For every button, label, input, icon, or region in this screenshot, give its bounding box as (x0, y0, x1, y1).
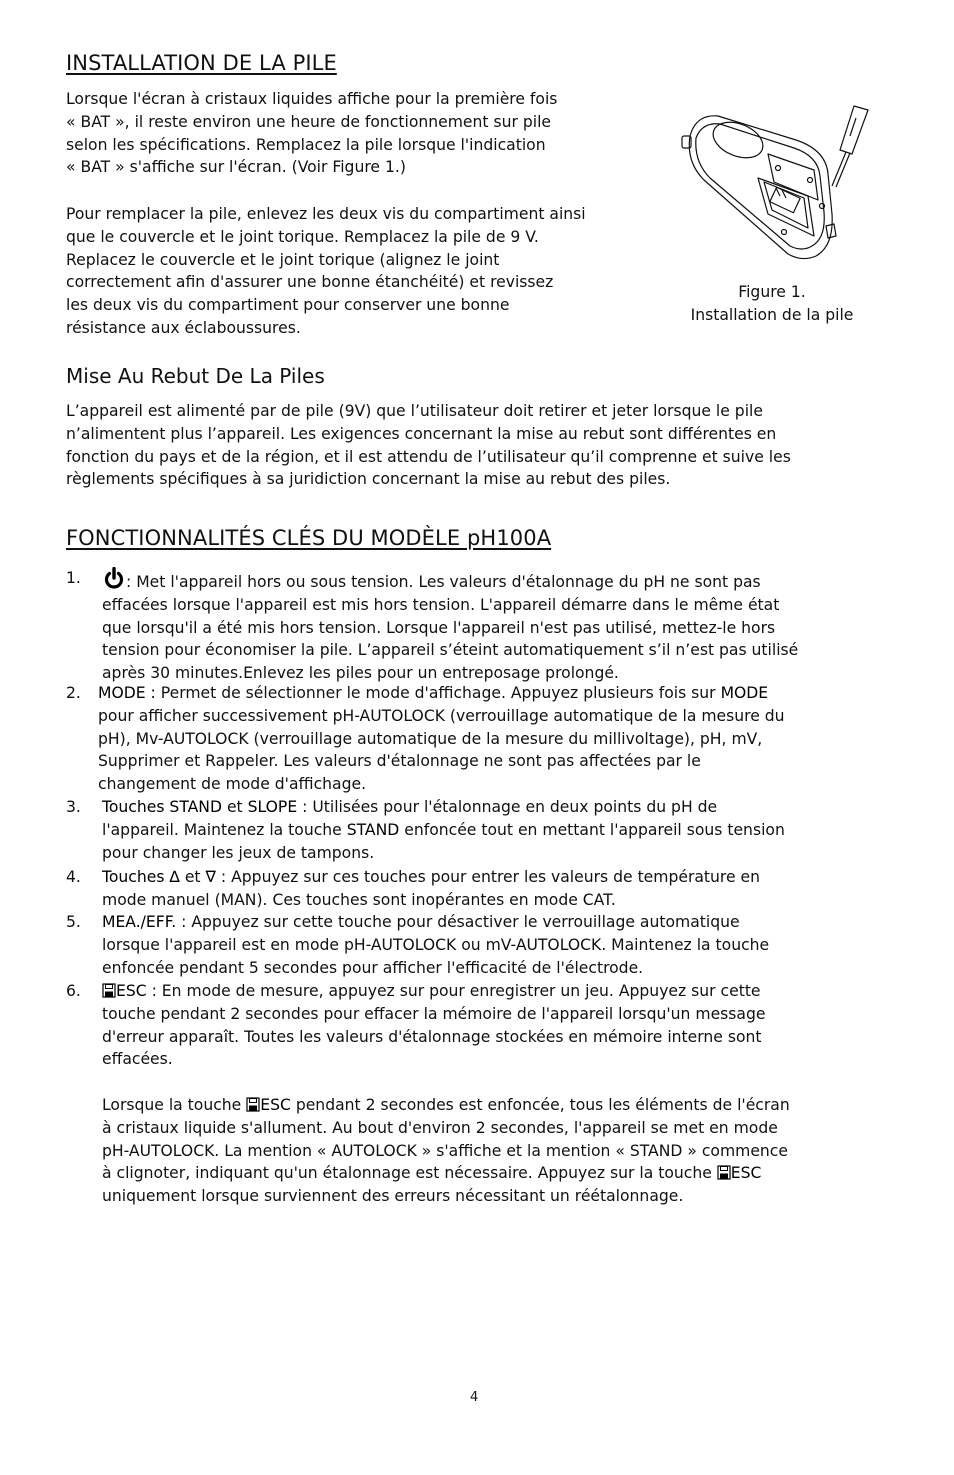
item-number: 5. (66, 913, 81, 931)
save-icon (246, 1097, 260, 1112)
text-line: lorsque l'appareil est en mode pH-AUTOLOCK ou mV-AUTOLOCK. Maintenez la touche (102, 935, 770, 954)
text-line: règlements spécifiques à sa juridiction concernant la mise au rebut des piles. (66, 470, 671, 489)
esc-detail-paragraph (102, 1094, 790, 1208)
key-label-esc: ESC (730, 1164, 762, 1183)
item-number: 4. (66, 868, 81, 886)
text-line: uniquement lorsque surviennent des erreurs nécessitant un réétalonnage. (102, 1187, 684, 1206)
key-label-esc: ESC (260, 1096, 291, 1114)
text-line: après 30 minutes.Enlevez les piles pour un entreposage prolongé. (102, 664, 619, 683)
section-title-disposal: Mise Au Rebut De La Piles (66, 364, 325, 388)
text-line: : Utilisées pour l'étalonnage en deux points du pH de (297, 798, 718, 816)
text-line: Permet de sélectionner le mode d'affichage. Appuyez plusieurs fois sur (155, 684, 721, 702)
text-line: tension pour économiser la pile. L’appareil s’éteint automatiquement s’il n’est pas utilisé (102, 641, 799, 660)
key-label-up: Touches ∆ (102, 868, 180, 886)
text-fragment: à clignoter, indiquant qu'un étalonnage est nécessaire. Appuyez sur la touche (102, 1164, 717, 1183)
text-line: selon les spécifications. Remplacez la pile lorsque l'indication (66, 135, 546, 154)
feature-item-arrow-keys (102, 866, 760, 912)
text-fragment: pendant 2 secondes est enfoncée, tous les éléments de l'écran (290, 1096, 790, 1114)
figure-caption-title: Installation de la pile (690, 305, 854, 324)
item-number: 3. (66, 798, 81, 816)
disposal-paragraph (66, 400, 791, 491)
text-line: Replacez le couvercle et le joint torique (alignez le joint (66, 250, 500, 269)
key-label-mode: MODE : (98, 684, 156, 702)
text-line: « BAT », il reste environ une heure de fonctionnement sur pile (66, 112, 551, 131)
battery-installation-figure (676, 96, 872, 264)
text-line: Supprimer et Rappeler. Les valeurs d'étalonnage ne sont pas affectées par le (98, 752, 701, 771)
feature-item-mode (98, 682, 785, 796)
text-line: n’alimentent plus l’appareil. Les exigences concernant la mise au rebut sont différentes en (66, 424, 777, 443)
figure-caption (660, 281, 884, 327)
key-label-mea-eff: MEA./EFF. (102, 913, 177, 931)
feature-item-esc (102, 980, 765, 1071)
text-line: : Met l'appareil hors ou sous tension. Les valeurs d'étalonnage du pH ne sont pas (126, 573, 761, 591)
text-fragment: enfoncée tout en mettant l'appareil sous tension (399, 820, 785, 839)
item-number: 6. (66, 982, 81, 1000)
feature-item-mea-eff (102, 911, 769, 979)
power-icon (102, 567, 126, 589)
text-line: Pour remplacer la pile, enlevez les deux vis du compartiment ainsi (66, 205, 586, 223)
text-line: pH-AUTOLOCK. La mention « AUTOLOCK » s'affiche et la mention « STAND » commence (102, 1141, 788, 1160)
text-line: résistance aux éclaboussures. (66, 318, 301, 337)
key-label-mode: MODE (720, 684, 769, 702)
text-line: mode manuel (MAN). Ces touches sont inopérantes en mode CAT. (102, 890, 616, 909)
key-label-down: ∇ (205, 868, 216, 886)
text-fragment: et (179, 868, 206, 886)
text-line: les deux vis du compartiment pour conserver une bonne (66, 296, 510, 315)
text-line: touche pendant 2 secondes pour effacer la mémoire de l'appareil lorsqu'un message (102, 1004, 766, 1023)
text-line: L’appareil est alimenté par de pile (9V) que l’utilisateur doit retirer et jeter lorsque le pile (66, 402, 763, 420)
text-line: effacées. (102, 1050, 173, 1069)
text-line: pH), Mv-AUTOLOCK (verrouillage automatique de la mesure du millivoltage), pH, mV, (98, 729, 763, 748)
text-line: fonction du pays et de la région, et il est attendu de l’utilisateur qu’il comprenne et suive les (66, 447, 791, 466)
section-title-features: FONCTIONNALITÉS CLÉS DU MODÈLE pH100A (66, 526, 552, 550)
page-number: 4 (470, 1390, 479, 1405)
key-label-stand: STAND (346, 820, 400, 839)
text-line: changement de mode d'affichage. (98, 775, 367, 794)
item-number: 1. (66, 569, 81, 587)
feature-item-stand-slope (102, 796, 785, 864)
save-icon (102, 983, 116, 998)
text-line: à cristaux liquide s'allument. Au bout d'environ 2 secondes, l'appareil se met en mode (102, 1118, 778, 1137)
text-line: que lorsqu'il a été mis hors tension. Lorsque l'appareil n'est pas utilisé, mettez-le hors (102, 618, 776, 637)
text-fragment: Lorsque la touche (102, 1096, 247, 1114)
text-line: « BAT » s'affiche sur l'écran. (Voir Figure 1.) (66, 158, 406, 177)
text-line: effacées lorsque l'appareil est mis hors tension. L'appareil démarre dans le même état (102, 595, 780, 614)
text-line: pour afficher successivement pH-AUTOLOCK (verrouillage automatique de la mesure du (98, 706, 785, 725)
text-line: Lorsque l'écran à cristaux liquides affiche pour la première fois (66, 90, 558, 108)
text-fragment: l'appareil. Maintenez la touche (102, 820, 347, 839)
text-line: : Appuyez sur cette touche pour désactiver le verrouillage automatique (176, 913, 740, 931)
save-icon (717, 1165, 731, 1180)
installation-paragraph-1 (66, 88, 557, 179)
text-line: : En mode de mesure, appuyez sur pour enregistrer un jeu. Appuyez sur cette (146, 982, 761, 1000)
section-title-installation: INSTALLATION DE LA PILE (66, 51, 337, 75)
installation-paragraph-2 (66, 203, 586, 340)
text-line: pour changer les jeux de tampons. (102, 843, 375, 862)
key-label-slope: SLOPE (247, 798, 298, 816)
item-number: 2. (66, 684, 81, 702)
text-line: d'erreur apparaît. Toutes les valeurs d'étalonnage stockées en mémoire interne sont (102, 1027, 762, 1046)
key-label-esc: ESC (116, 982, 147, 1000)
text-line: correctement afin d'assurer une bonne étanchéité) et revissez (66, 273, 554, 292)
text-line: que le couvercle et le joint torique. Remplacez la pile de 9 V. (66, 227, 539, 246)
feature-item-power (102, 567, 798, 685)
figure-caption-number: Figure 1. (738, 283, 806, 301)
key-label-stand: Touches STAND (102, 798, 222, 816)
text-line: enfoncée pendant 5 secondes pour afficher l'efficacité de l'électrode. (102, 958, 644, 977)
text-line: : Appuyez sur ces touches pour entrer les valeurs de température en (215, 868, 761, 886)
text-fragment: et (221, 798, 248, 816)
